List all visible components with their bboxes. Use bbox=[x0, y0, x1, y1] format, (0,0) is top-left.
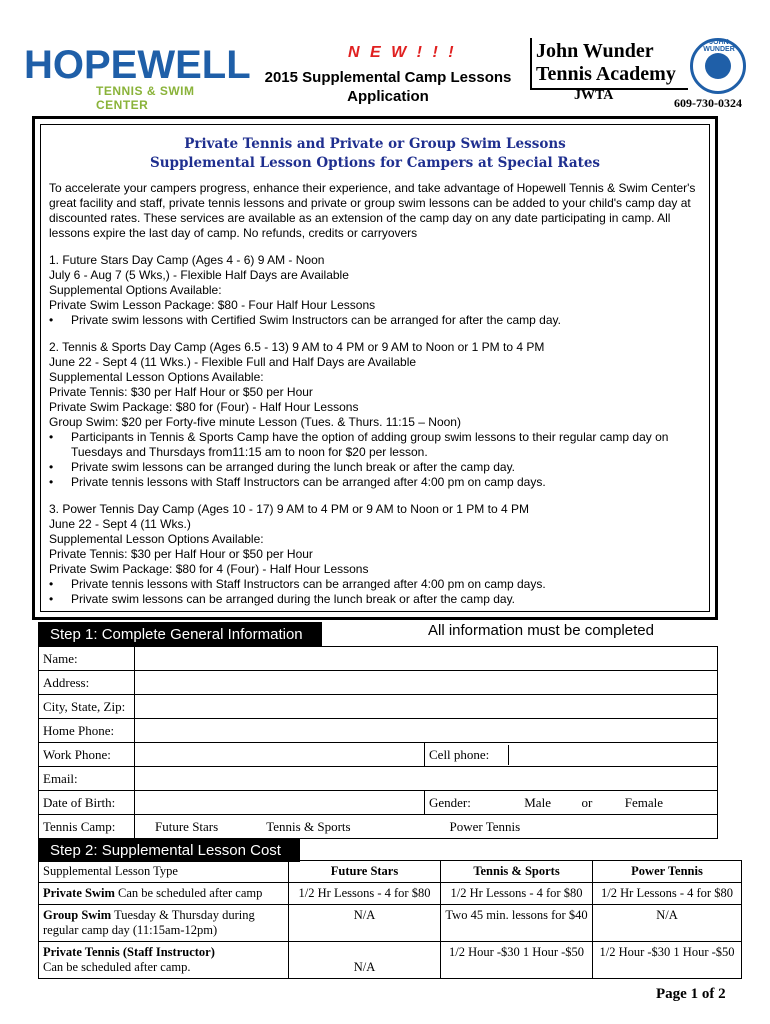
tennis-player-icon bbox=[705, 53, 731, 79]
section-bullets bbox=[49, 577, 701, 607]
cost-cell: 1/2 Hr Lessons - 4 for $80 bbox=[593, 883, 742, 905]
gender-or: or bbox=[581, 794, 593, 810]
cost-cell: Two 45 min. lessons for $40 bbox=[441, 905, 593, 942]
info-intro: To accelerate your campers progress, enhance their experience, and take advantage of Hopewell Tennis & Swim Center's great facility and staff, private tennis lessons and private or group swim lessons can be added to your child's camp day at discounted rates. These services are available as an extension of the camp day on any date participating in camp. All lessons expire the last day of camp. No refunds, credits or carryovers bbox=[49, 181, 696, 240]
section-line: Private Swim Package: $80 for 4 (Four) - Half Hour Lessons bbox=[49, 562, 369, 576]
dob-field[interactable] bbox=[135, 791, 425, 815]
address-field[interactable] bbox=[135, 671, 718, 695]
home-phone-field[interactable] bbox=[135, 719, 718, 743]
info-title-line-2: Supplemental Lesson Options for Campers at Special Rates bbox=[149, 155, 601, 171]
cell-phone-field[interactable] bbox=[425, 743, 718, 767]
lesson-type-name: Private Tennis (Staff Instructor) bbox=[43, 945, 215, 959]
required-note: All information must be completed bbox=[428, 622, 654, 639]
bullet-item: • Participants in Tennis & Sports Camp have the option of adding group swim lessons to their regular camp day on Tuesdays and Thursdays from11:15 am to noon for $20 per lesson. bbox=[49, 430, 701, 460]
gender-label: Gender: bbox=[429, 794, 471, 810]
email-label: Email: bbox=[39, 767, 135, 791]
city-field[interactable] bbox=[135, 695, 718, 719]
cost-cell: 1/2 Hr Lessons - 4 for $80 bbox=[441, 883, 593, 905]
camp-option-future-stars[interactable]: Future Stars bbox=[155, 818, 219, 834]
cost-cell: N/A bbox=[289, 905, 441, 942]
section-line: June 22 - Sept 4 (11 Wks.) bbox=[49, 517, 191, 531]
lesson-type-cell bbox=[39, 905, 289, 942]
academy-block bbox=[530, 38, 750, 110]
section-line: 2. Tennis & Sports Day Camp (Ages 6.5 - 13) 9 AM to 4 PM or 9 AM to Noon or 1 PM to 4 PM bbox=[49, 340, 545, 354]
table-row bbox=[39, 883, 742, 905]
lesson-cost-table bbox=[38, 860, 742, 979]
title-line-2: Application bbox=[347, 88, 429, 105]
cost-cell: N/A bbox=[593, 905, 742, 942]
section-tennis-sports bbox=[49, 340, 701, 490]
col-header-power-tennis: Power Tennis bbox=[593, 861, 742, 883]
section-bullets bbox=[49, 313, 701, 328]
section-line: Supplemental Options Available: bbox=[49, 283, 222, 297]
email-field[interactable] bbox=[135, 767, 718, 791]
work-phone-field[interactable] bbox=[135, 743, 425, 767]
info-title bbox=[49, 135, 701, 173]
lesson-type-cell bbox=[39, 942, 289, 979]
address-label: Address: bbox=[39, 671, 135, 695]
cost-cell: 1/2 Hour -$30 1 Hour -$50 bbox=[593, 942, 742, 979]
lesson-type-cell bbox=[39, 883, 289, 905]
dob-label: Date of Birth: bbox=[39, 791, 135, 815]
section-bullets bbox=[49, 430, 701, 490]
table-header-row bbox=[39, 861, 742, 883]
gender-field[interactable] bbox=[425, 791, 718, 815]
academy-name-line-1: John Wunder bbox=[536, 40, 654, 62]
hopewell-logo bbox=[24, 42, 251, 112]
section-power-tennis bbox=[49, 502, 701, 607]
academy-box bbox=[530, 38, 688, 90]
page-title bbox=[258, 68, 518, 106]
info-box-inner bbox=[40, 124, 710, 612]
camp-label: Tennis Camp: bbox=[39, 815, 135, 839]
bullet-item: • Private tennis lessons with Staff Instructors can be arranged after 4:00 pm on camp days. bbox=[49, 577, 701, 592]
section-line: June 22 - Sept 4 (11 Wks.) - Flexible Full and Half Days are Available bbox=[49, 355, 417, 369]
title-line-1: 2015 Supplemental Camp Lessons bbox=[264, 69, 512, 86]
camp-option-power-tennis[interactable]: Power Tennis bbox=[449, 818, 521, 834]
city-label: City, State, Zip: bbox=[39, 695, 135, 719]
page-number: Page 1 of 2 bbox=[656, 986, 726, 1002]
logo-subtitle: TENNIS & SWIM CENTER bbox=[96, 84, 195, 112]
section-line: Supplemental Lesson Options Available: bbox=[49, 532, 264, 546]
seal-text: JOHN WUNDER bbox=[703, 39, 735, 53]
gender-male-option[interactable]: Male bbox=[524, 794, 551, 810]
lesson-type-detail: Tuesday & Thursday during regular camp day (11:15am-12pm) bbox=[43, 908, 255, 937]
step2-header: Step 2: Supplemental Lesson Cost bbox=[38, 838, 300, 862]
col-header-tennis-sports: Tennis & Sports bbox=[441, 861, 593, 883]
name-label: Name: bbox=[39, 647, 135, 671]
camp-option-tennis-sports[interactable]: Tennis & Sports bbox=[266, 818, 351, 834]
camp-choice-field bbox=[135, 815, 718, 839]
academy-name bbox=[536, 40, 676, 86]
lesson-type-detail: Can be scheduled after camp bbox=[114, 886, 263, 900]
bullet-item: • Private tennis lessons with Staff Instructors can be arranged after 4:00 pm on camp days. bbox=[49, 475, 701, 490]
academy-seal-icon bbox=[690, 38, 746, 94]
academy-abbr: JWTA bbox=[574, 88, 614, 103]
academy-name-line-2: Tennis Academy bbox=[536, 63, 676, 85]
bullet-item: • Private swim lessons can be arranged during the lunch break or after the camp day. bbox=[49, 460, 701, 475]
section-line: 3. Power Tennis Day Camp (Ages 10 - 17) 9 AM to 4 PM or 9 AM to Noon or 1 PM to 4 PM bbox=[49, 502, 529, 516]
home-phone-label: Home Phone: bbox=[39, 719, 135, 743]
info-box bbox=[32, 116, 718, 620]
logo-wordmark: HOPEWELL bbox=[24, 43, 251, 87]
work-phone-label: Work Phone: bbox=[39, 743, 135, 767]
cell-phone-label: Cell phone: bbox=[425, 745, 509, 765]
lesson-type-name: Private Swim bbox=[43, 886, 115, 900]
section-line: July 6 - Aug 7 (5 Wks,) - Flexible Half Days are Available bbox=[49, 268, 349, 282]
cost-cell: N/A bbox=[289, 942, 441, 979]
academy-phone: 609-730-0324 bbox=[674, 96, 742, 110]
section-line: Group Swim: $20 per Forty-five minute Lesson (Tues. & Thurs. 11:15 – Noon) bbox=[49, 415, 461, 429]
new-label: N E W ! ! ! bbox=[348, 44, 457, 61]
bullet-item: • Private swim lessons can be arranged during the lunch break or after the camp day. bbox=[49, 592, 701, 607]
col-header-future-stars: Future Stars bbox=[289, 861, 441, 883]
section-future-stars bbox=[49, 253, 701, 328]
bullet-item: • Private swim lessons with Certified Swim Instructors can be arranged for after the camp day. bbox=[49, 313, 701, 328]
section-line: Supplemental Lesson Options Available: bbox=[49, 370, 264, 384]
section-line: Private Swim Lesson Package: $80 - Four Half Hour Lessons bbox=[49, 298, 376, 312]
lesson-type-detail: Can be scheduled after camp. bbox=[43, 960, 191, 974]
cost-cell: 1/2 Hr Lessons - 4 for $80 bbox=[289, 883, 441, 905]
gender-female-option[interactable]: Female bbox=[624, 794, 664, 810]
table-row bbox=[39, 942, 742, 979]
lesson-type-name: Group Swim bbox=[43, 908, 112, 922]
section-line: Private Swim Package: $80 for (Four) - Half Hour Lessons bbox=[49, 400, 359, 414]
col-header-type: Supplemental Lesson Type bbox=[39, 861, 289, 883]
cost-cell: 1/2 Hour -$30 1 Hour -$50 bbox=[441, 942, 593, 979]
table-row bbox=[39, 905, 742, 942]
name-field[interactable] bbox=[135, 647, 718, 671]
info-title-line-1: Private Tennis and Private or Group Swim Lessons bbox=[184, 136, 566, 152]
section-line: Private Tennis: $30 per Half Hour or $50 per Hour bbox=[49, 385, 313, 399]
section-line: Private Tennis: $30 per Half Hour or $50 per Hour bbox=[49, 547, 313, 561]
general-info-form bbox=[38, 646, 718, 839]
section-line: 1. Future Stars Day Camp (Ages 4 - 6) 9 AM - Noon bbox=[49, 253, 325, 267]
step1-header: Step 1: Complete General Information bbox=[38, 622, 322, 646]
